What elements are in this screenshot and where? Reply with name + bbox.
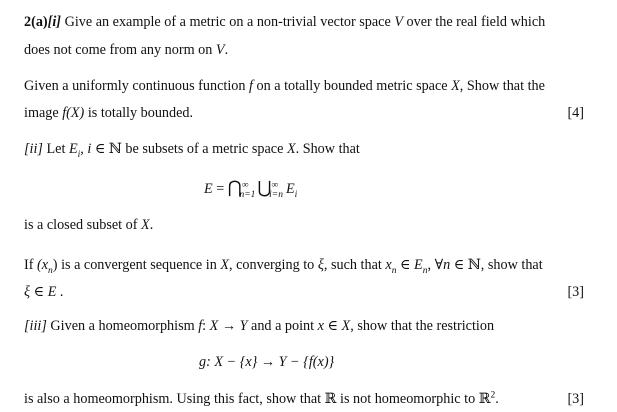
text: . [495,391,499,407]
text: . Show that [295,141,360,157]
math-sup: ∞ [241,180,249,191]
text: is totally bounded. [84,105,194,121]
math-var: X [209,318,219,334]
question-number: 2(a) [24,14,48,30]
math-var: E [68,141,78,157]
text: , [80,141,88,157]
question-2a-iii-last [24,390,499,408]
math-op: = [212,181,228,197]
math-var: ξ [317,257,324,273]
math-var: E [414,257,423,273]
math-var: E [204,181,213,197]
text: Give an example of a metric on a non-trivial vector space [61,14,395,30]
text: ∈ [396,257,415,273]
text: . [56,284,64,300]
text: is a closed subset of [24,217,142,233]
math-op: → [218,318,240,334]
math-var: E [47,284,57,300]
text: ∈ [323,318,342,334]
math-var: X [451,78,460,94]
text: . [224,42,229,58]
question-2a-ii-closed [24,216,153,234]
marks-i: [4] [567,105,584,121]
question-2a-i-line1 [24,13,545,31]
math-sub: i [77,149,81,160]
text: If [24,257,37,273]
math-var: i [87,141,92,157]
marks-ii: [3] [567,284,584,300]
math-var: X [220,257,230,273]
math-var: x [385,257,392,273]
math-var: x [317,318,324,334]
part-label-iii: [iii] [24,318,47,334]
math-var: f [249,78,253,94]
math-sup: 2 [490,390,496,401]
math-sub: n [391,265,397,276]
math-expr: ) [52,257,58,273]
text: , show that the restriction [350,318,495,334]
text: . [149,217,154,233]
text: , converging to [229,257,318,273]
text: is a convergent sequence in [57,257,221,273]
question-2a-ii-conv-line2 [24,283,63,301]
math-var: X [341,318,351,334]
text: ∈ ℕ be subsets of a metric space [91,141,287,157]
text: is also a homeomorphism. Using this fact, show that ℝ is not homeomorphic to ℝ [24,391,491,407]
question-2a-i-line2 [24,41,228,59]
text: does not come from any norm on [24,42,216,58]
math-var: n [443,257,451,273]
text: image [24,105,63,121]
math-var: X [141,217,150,233]
math-var: V [215,42,225,58]
intersection-symbol: ⋂ [227,178,242,197]
text: Let [42,141,69,157]
equation-g: g: X − {x} → Y − {f(x)} [199,354,335,370]
text: Given a homeomorphism [46,318,199,334]
math-expr: (x [37,257,49,273]
part-label-ii: [ii] [24,141,43,157]
math-var: X [286,141,296,157]
marks-iii: [3] [567,391,584,407]
text: ∈ [30,284,48,300]
question-2a-i-para2-line1 [24,77,545,95]
text: , such that [323,257,386,273]
question-2a-ii-conv-line1 [24,256,543,274]
math-sub: n=1 [239,189,256,200]
math-var: f [198,318,203,334]
math-sub: i=n [269,189,283,200]
text: and a point [247,318,318,334]
union-symbol: ⋃ [257,178,272,197]
math-var: Y [239,318,248,334]
text: over the real field which [403,14,546,30]
text: : [202,318,210,334]
question-2a-ii-line1 [24,140,360,158]
math-var: E [285,181,295,197]
math-sup: ∞ [271,180,279,191]
text: , ∀ [427,257,444,273]
question-2a-i-para2-line2 [24,104,193,122]
math-expr: f(X) [62,105,85,121]
equation-E [204,178,297,199]
question-2a-iii-line1 [24,317,494,335]
math-sub: n [48,265,53,276]
math-sub: i [294,189,298,200]
text: ∈ ℕ, show that [450,257,543,273]
math-sub: n [422,265,428,276]
math-var: V [394,14,403,30]
text: on a totally bounded metric space [252,78,452,94]
part-label-i: [i] [47,14,62,30]
math-var: ξ [24,284,31,300]
text: Given a uniformly continuous function [24,78,249,94]
text: , Show that the [459,78,545,94]
